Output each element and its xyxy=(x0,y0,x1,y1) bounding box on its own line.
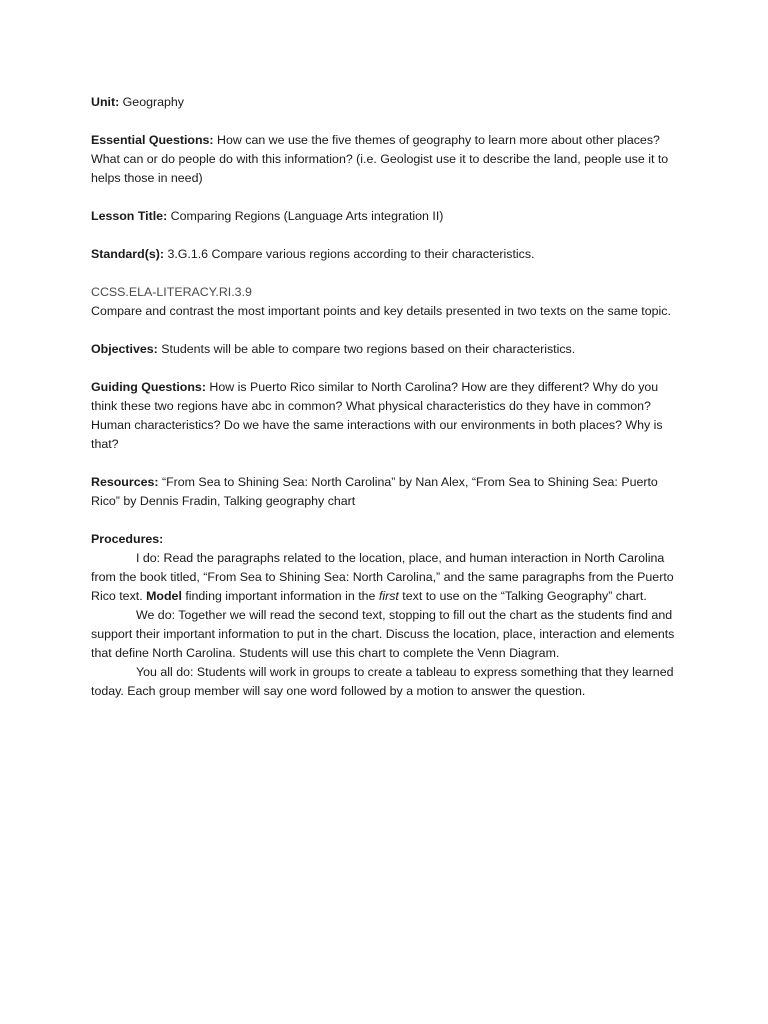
standards-line xyxy=(91,245,681,264)
procedure-you-all-do: You all do: Students will work in groups to create a tableau to express something that they learned today. Each group member will say one word followed by a motion to answer the question. xyxy=(91,665,674,698)
ccss-code: CCSS.ELA-LITERACY.RI.3.9 xyxy=(91,285,252,299)
i-do-text-1: I do: Read the paragraphs related to the location, place, and human interaction in North Carolina from the book titled, “From Sea to Shining Sea: North Carolina,” and the same paragraphs from the Puerto Rico text. xyxy=(91,551,674,603)
unit-label: Unit: xyxy=(91,95,120,109)
objectives-text: Students will be able to compare two regions based on their characteristics. xyxy=(161,342,576,356)
lesson-title-line xyxy=(91,207,681,226)
i-do-first-word: first xyxy=(378,589,399,603)
ccss-block xyxy=(91,283,681,321)
essential-questions-text: How can we use the five themes of geography to learn more about other places? What can or do people do with this information? (i.e. Geologist use it to describe the land, people use it to helps those in need) xyxy=(91,133,669,185)
lesson-title-label: Lesson Title: xyxy=(91,209,168,223)
procedures-label: Procedures: xyxy=(91,532,164,546)
guiding-questions-label: Guiding Questions: xyxy=(91,380,206,394)
procedures-section xyxy=(91,530,681,701)
resources-line xyxy=(91,473,681,511)
standards-label: Standard(s): xyxy=(91,247,164,261)
unit-value: Geography xyxy=(122,95,184,109)
i-do-model-word: Model xyxy=(146,589,182,603)
procedure-we-do: We do: Together we will read the second text, stopping to fill out the chart as the students find and support their important information to put in the chart. Discuss the location, place, interaction and elements that define North Carolina. Students will use this chart to complete the Venn Diagram. xyxy=(91,608,675,660)
lesson-title-value: Comparing Regions (Language Arts integration II) xyxy=(170,209,444,223)
objectives-label: Objectives: xyxy=(91,342,158,356)
guiding-questions xyxy=(91,378,681,454)
resources-text: “From Sea to Shining Sea: North Carolina” by Nan Alex, “From Sea to Shining Sea: Puerto Rico” by Dennis Fradin, Talking geography chart xyxy=(91,475,658,508)
i-do-text-2: finding important information in the xyxy=(181,589,379,603)
ccss-text: Compare and contrast the most important points and key details presented in two texts on the same topic. xyxy=(91,304,671,318)
i-do-text-3: text to use on the “Talking Geography” chart. xyxy=(398,589,647,603)
resources-label: Resources: xyxy=(91,475,159,489)
standards-value: 3.G.1.6 Compare various regions according to their characteristics. xyxy=(167,247,535,261)
essential-questions-label: Essential Questions: xyxy=(91,133,214,147)
objectives-line xyxy=(91,340,681,359)
unit-line xyxy=(91,93,681,112)
essential-questions xyxy=(91,131,681,188)
procedure-i-do xyxy=(91,549,681,606)
guiding-questions-text: How is Puerto Rico similar to North Carolina? How are they different? Why do you think these two regions have abc in common? What physical characteristics do they have in common? Human characteristics? Do we have the same interactions with our environments in both places? Why is that? xyxy=(91,380,663,451)
lesson-plan-document xyxy=(91,93,681,701)
